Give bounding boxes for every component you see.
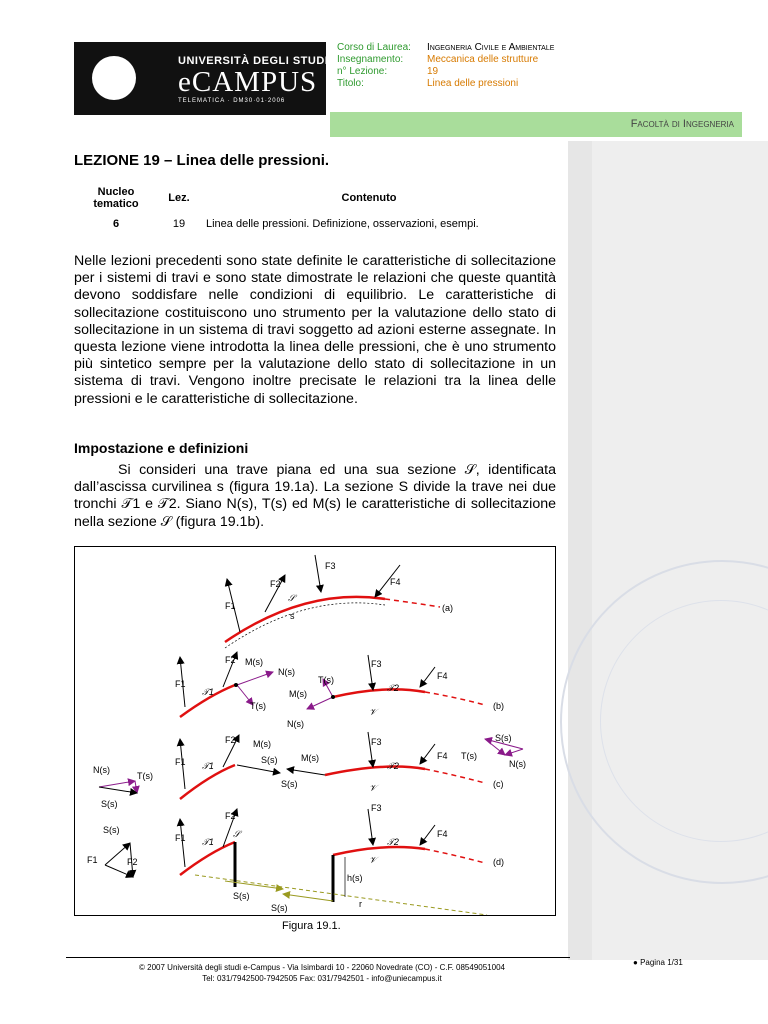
- label-v-b: 𝒱: [369, 707, 377, 717]
- table-header-contenuto: Contenuto: [341, 192, 397, 204]
- label-t1-c: 𝒯1: [202, 761, 214, 771]
- label-n-b: N(s): [278, 667, 295, 677]
- beam-a-edge: [225, 603, 385, 648]
- label-section-d: 𝒮: [233, 829, 240, 839]
- label-f4-c: F4: [437, 751, 448, 761]
- figure-frame: [74, 546, 556, 916]
- subject-value: Meccanica delle strutture: [427, 54, 539, 65]
- label-s-d: S(s): [233, 891, 250, 901]
- label-s2-d: S(s): [271, 903, 288, 913]
- label-t2seg-b: 𝒯2: [387, 683, 399, 693]
- label-f1-d: F1: [175, 833, 186, 843]
- label-t-rpoly: T(s): [461, 751, 477, 761]
- page-number-text: Pagina 1/31: [640, 958, 683, 967]
- label-s-poly: S(s): [101, 799, 118, 809]
- lesson-title-value: Linea delle pressioni: [427, 78, 519, 89]
- label-f1-b: F1: [175, 679, 186, 689]
- label-s-c: S(s): [261, 755, 278, 765]
- label-t2-b: T(s): [318, 675, 334, 685]
- force-s2-c: [287, 769, 325, 775]
- footer-contacts: Tel: 031/7942500-7942505 Fax: 031/7942501 - info@uniecampus.it: [202, 974, 442, 983]
- label-r-d: r: [359, 899, 362, 909]
- label-f1-tri: F1: [87, 855, 98, 865]
- lesson-number-value: 19: [427, 66, 439, 77]
- label-f4-a: F4: [390, 577, 401, 587]
- faculty-name: Facoltà di Ingegneria: [630, 118, 734, 130]
- label-f2-tri: F2: [127, 857, 138, 867]
- label-f4-d: F4: [437, 829, 448, 839]
- section-point-b2: [331, 695, 335, 699]
- label-f1-a: F1: [225, 601, 236, 611]
- label-f2-d: F2: [225, 811, 236, 821]
- course-label: Corso di Laurea:: [337, 42, 411, 53]
- figure-caption: Figura 19.1.: [282, 920, 341, 932]
- label-n-poly: N(s): [93, 765, 110, 775]
- section-paragraph: Si consideri una trave piana ed una sua sezione 𝒮, identificata dall’ascissa curvilinea s (figura 19.1a). La sezione S divide la trave nei due tronchi 𝒯1 e 𝒯2. Siano N(s), T(s) ed M(s) le caratteristiche di sollecitazione nella sezione 𝒮 (figura 19.1b).: [74, 462, 556, 530]
- label-f2-c: F2: [225, 735, 236, 745]
- tag-c: (c): [493, 779, 504, 789]
- force-f4-c: [420, 744, 435, 764]
- force-s2-d: [283, 894, 333, 901]
- section-point-b1: [234, 683, 238, 687]
- panel-b: [175, 652, 504, 729]
- table-header-lez: Lez.: [168, 192, 190, 204]
- poly-t-left: [135, 781, 137, 793]
- poly-s-left: [99, 787, 137, 793]
- label-n-rpoly: N(s): [509, 759, 526, 769]
- poly-n-right: [505, 749, 523, 755]
- beam-d-right: [333, 847, 425, 855]
- beam-c-right: [325, 767, 425, 775]
- table-cell-lez: 19: [172, 218, 186, 230]
- force-n-b: [237, 672, 273, 685]
- university-logo: [74, 42, 329, 115]
- label-f2-a: F2: [270, 579, 281, 589]
- label-f3-d: F3: [371, 803, 382, 813]
- label-m2-b: M(s): [289, 689, 307, 699]
- table-header-nucleo: Nucleo tematico: [93, 186, 139, 210]
- label-v-d: 𝒱: [369, 855, 377, 865]
- beam-b-dashed: [425, 692, 485, 705]
- section-title: Impostazione e definizioni: [74, 440, 249, 456]
- table-cell-contenuto: Linea delle pressioni. Definizione, osservazioni, esempi.: [206, 218, 479, 230]
- label-s2-c: S(s): [281, 779, 298, 789]
- label-f3-a: F3: [325, 561, 336, 571]
- panel-a: [225, 555, 453, 648]
- label-s-tri: S(s): [103, 825, 120, 835]
- label-t-b: T(s): [250, 701, 266, 711]
- lesson-title-label: Titolo:: [337, 78, 364, 89]
- table-cell-nucleo: 6: [112, 218, 120, 230]
- label-s-a: s: [290, 611, 295, 621]
- label-m2-c: M(s): [301, 753, 319, 763]
- label-t2seg-d: 𝒯2: [387, 837, 399, 847]
- label-t2seg-c: 𝒯2: [387, 761, 399, 771]
- intro-paragraph: Nelle lezioni precedenti sono state definite le caratteristiche di sollecitazione per i sistemi di travi e sono state dimostrate le relazioni che queste quantità devono soddisfare nelle condizioni di equilibrio. Le caratteristiche di sollecitazione costituiscono uno strumento per la valutazione dello stato di sollecitazione in un sistema di travi soggetto ad azioni esterne assegnate. In questa lezione viene introdotta la linea delle pressioni, che è uno strumento più sintetico sempre per la valutazione dello stato di sollecitazione in un sistema di travi. Vengono inoltre precisate le relazioni tra la linea delle pressioni e le caratteristiche di sollecitazione.: [74, 253, 556, 407]
- lesson-table: [74, 184, 538, 236]
- logo-line1: UNIVERSITÀ DEGLI STUDI: [178, 55, 329, 67]
- force-f4-d: [420, 825, 435, 845]
- force-f3-d: [368, 809, 373, 845]
- force-n2-b: [307, 697, 333, 709]
- force-f3-a: [315, 555, 321, 592]
- label-f3-b: F3: [371, 659, 382, 669]
- logo-emblem-icon: [92, 56, 136, 100]
- logo-line3: TELEMATICA · DM30·01·2006: [178, 98, 286, 104]
- label-t-poly: T(s): [137, 771, 153, 781]
- label-h-d: h(s): [347, 873, 363, 883]
- poly-n-left: [99, 781, 135, 787]
- logo-line2: eCAMPUS: [178, 66, 318, 98]
- force-f4-b: [420, 667, 435, 687]
- beam-a: [225, 597, 385, 642]
- label-s-rpoly: S(s): [495, 733, 512, 743]
- force-f1-d: [180, 819, 185, 867]
- page-number: ● Pagina 1/31: [633, 958, 683, 967]
- course-value: Ingegneria Civile e Ambientale: [427, 42, 555, 53]
- label-section-a: 𝒮: [288, 593, 295, 603]
- subject-label: Insegnamento:: [337, 54, 404, 65]
- label-f4-b: F4: [437, 671, 448, 681]
- tag-a: (a): [442, 603, 453, 613]
- label-m-b: M(s): [245, 657, 263, 667]
- label-f1-c: F1: [175, 757, 186, 767]
- panel-d: [87, 803, 504, 915]
- footer-copyright: © 2007 Università degli studi e-Campus - Via Isimbardi 10 - 22060 Novedrate (CO) - C.F. 08549051004: [139, 963, 505, 972]
- force-s-c: [237, 765, 280, 773]
- label-f2-b: F2: [225, 655, 236, 665]
- footer-divider: [66, 957, 570, 958]
- label-m-c: M(s): [253, 739, 271, 749]
- beam-b-right: [333, 689, 425, 697]
- label-n2-b: N(s): [287, 719, 304, 729]
- label-v-c: 𝒱: [369, 783, 377, 793]
- label-f3-c: F3: [371, 737, 382, 747]
- panel-c: [93, 732, 526, 809]
- beam-d-dashed: [425, 849, 485, 863]
- tag-b: (b): [493, 701, 504, 711]
- label-t1-d: 𝒯1: [202, 837, 214, 847]
- figure-19-1: [75, 547, 555, 915]
- lesson-title: LEZIONE 19 – Linea delle pressioni.: [74, 152, 330, 169]
- tag-d: (d): [493, 857, 504, 867]
- beam-a-dashed: [385, 599, 440, 607]
- label-t1-b: 𝒯1: [202, 687, 214, 697]
- lesson-number-label: n° Lezione:: [337, 66, 388, 77]
- beam-c-dashed: [425, 769, 485, 783]
